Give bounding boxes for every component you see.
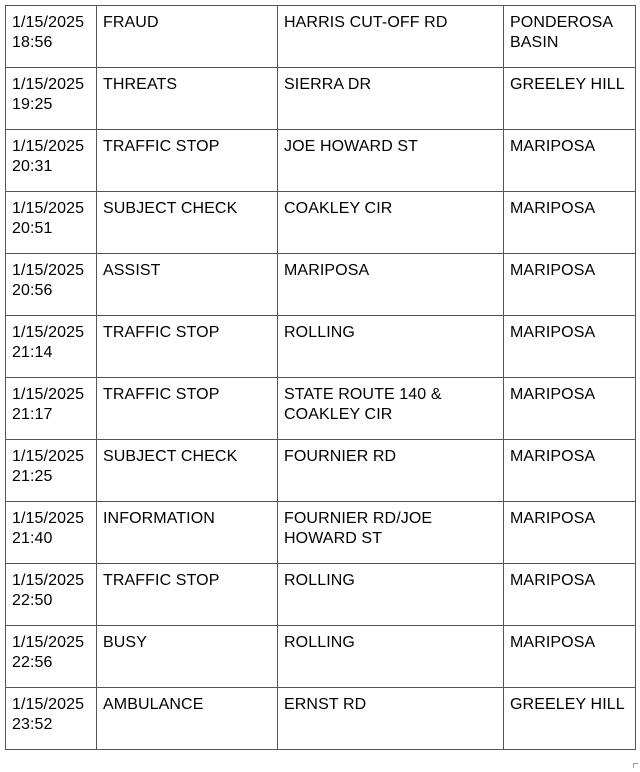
datetime-cell <box>6 254 97 316</box>
area-cell: MARIPOSA <box>504 378 636 440</box>
call-type-cell: SUBJECT CHECK <box>97 192 278 254</box>
date-text: 1/15/2025 <box>12 14 85 31</box>
time-text: 20:51 <box>12 220 53 237</box>
location-cell: ROLLING <box>278 626 504 688</box>
area-cell: MARIPOSA <box>504 626 636 688</box>
datetime-cell <box>6 316 97 378</box>
date-text: 1/15/2025 <box>12 386 85 403</box>
datetime-cell <box>6 688 97 750</box>
table-row <box>6 130 636 192</box>
location-cell: SIERRA DR <box>278 68 504 130</box>
area-cell: MARIPOSA <box>504 440 636 502</box>
call-log-body <box>6 6 636 750</box>
date-text: 1/15/2025 <box>12 634 85 651</box>
time-text: 21:14 <box>12 344 53 361</box>
table-row <box>6 316 636 378</box>
table-row <box>6 254 636 316</box>
call-type-cell: TRAFFIC STOP <box>97 564 278 626</box>
location-cell: ROLLING <box>278 316 504 378</box>
table-row <box>6 378 636 440</box>
date-text: 1/15/2025 <box>12 696 85 713</box>
call-type-cell: SUBJECT CHECK <box>97 440 278 502</box>
table-row <box>6 6 636 68</box>
location-cell: COAKLEY CIR <box>278 192 504 254</box>
time-text: 21:40 <box>12 530 53 547</box>
area-cell: MARIPOSA <box>504 192 636 254</box>
area-cell: MARIPOSA <box>504 254 636 316</box>
call-type-cell: FRAUD <box>97 6 278 68</box>
area-cell: MARIPOSA <box>504 564 636 626</box>
time-text: 23:52 <box>12 716 53 733</box>
datetime-cell <box>6 440 97 502</box>
datetime-cell <box>6 564 97 626</box>
datetime-cell <box>6 130 97 192</box>
call-type-cell: ASSIST <box>97 254 278 316</box>
area-cell: GREELEY HILL <box>504 68 636 130</box>
datetime-cell <box>6 502 97 564</box>
time-text: 22:50 <box>12 592 53 609</box>
table-row <box>6 688 636 750</box>
call-type-cell: TRAFFIC STOP <box>97 130 278 192</box>
call-type-cell: TRAFFIC STOP <box>97 378 278 440</box>
time-text: 18:56 <box>12 34 53 51</box>
location-cell: FOURNIER RD/JOE HOWARD ST <box>278 502 504 564</box>
call-type-cell: AMBULANCE <box>97 688 278 750</box>
location-cell: ERNST RD <box>278 688 504 750</box>
time-text: 20:31 <box>12 158 53 175</box>
datetime-cell <box>6 68 97 130</box>
call-log-table <box>5 5 636 750</box>
call-type-cell: BUSY <box>97 626 278 688</box>
table-row <box>6 626 636 688</box>
table-row <box>6 68 636 130</box>
time-text: 20:56 <box>12 282 53 299</box>
area-cell: MARIPOSA <box>504 316 636 378</box>
location-cell: HARRIS CUT-OFF RD <box>278 6 504 68</box>
location-cell: MARIPOSA <box>278 254 504 316</box>
time-text: 21:25 <box>12 468 53 485</box>
location-cell: ROLLING <box>278 564 504 626</box>
call-type-cell: THREATS <box>97 68 278 130</box>
location-cell: STATE ROUTE 140 & COAKLEY CIR <box>278 378 504 440</box>
call-type-cell: TRAFFIC STOP <box>97 316 278 378</box>
page-corner-mark <box>633 763 638 768</box>
area-cell: MARIPOSA <box>504 130 636 192</box>
date-text: 1/15/2025 <box>12 76 85 93</box>
time-text: 21:17 <box>12 406 53 423</box>
area-cell: PONDEROSA BASIN <box>504 6 636 68</box>
date-text: 1/15/2025 <box>12 572 85 589</box>
date-text: 1/15/2025 <box>12 448 85 465</box>
location-cell: JOE HOWARD ST <box>278 130 504 192</box>
datetime-cell <box>6 378 97 440</box>
area-cell: MARIPOSA <box>504 502 636 564</box>
table-row <box>6 502 636 564</box>
datetime-cell <box>6 626 97 688</box>
table-row <box>6 192 636 254</box>
table-row <box>6 564 636 626</box>
date-text: 1/15/2025 <box>12 138 85 155</box>
call-type-cell: INFORMATION <box>97 502 278 564</box>
date-text: 1/15/2025 <box>12 262 85 279</box>
date-text: 1/15/2025 <box>12 324 85 341</box>
area-cell: GREELEY HILL <box>504 688 636 750</box>
datetime-cell <box>6 192 97 254</box>
date-text: 1/15/2025 <box>12 510 85 527</box>
location-cell: FOURNIER RD <box>278 440 504 502</box>
time-text: 22:56 <box>12 654 53 671</box>
date-text: 1/15/2025 <box>12 200 85 217</box>
table-row <box>6 440 636 502</box>
time-text: 19:25 <box>12 96 53 113</box>
datetime-cell <box>6 6 97 68</box>
